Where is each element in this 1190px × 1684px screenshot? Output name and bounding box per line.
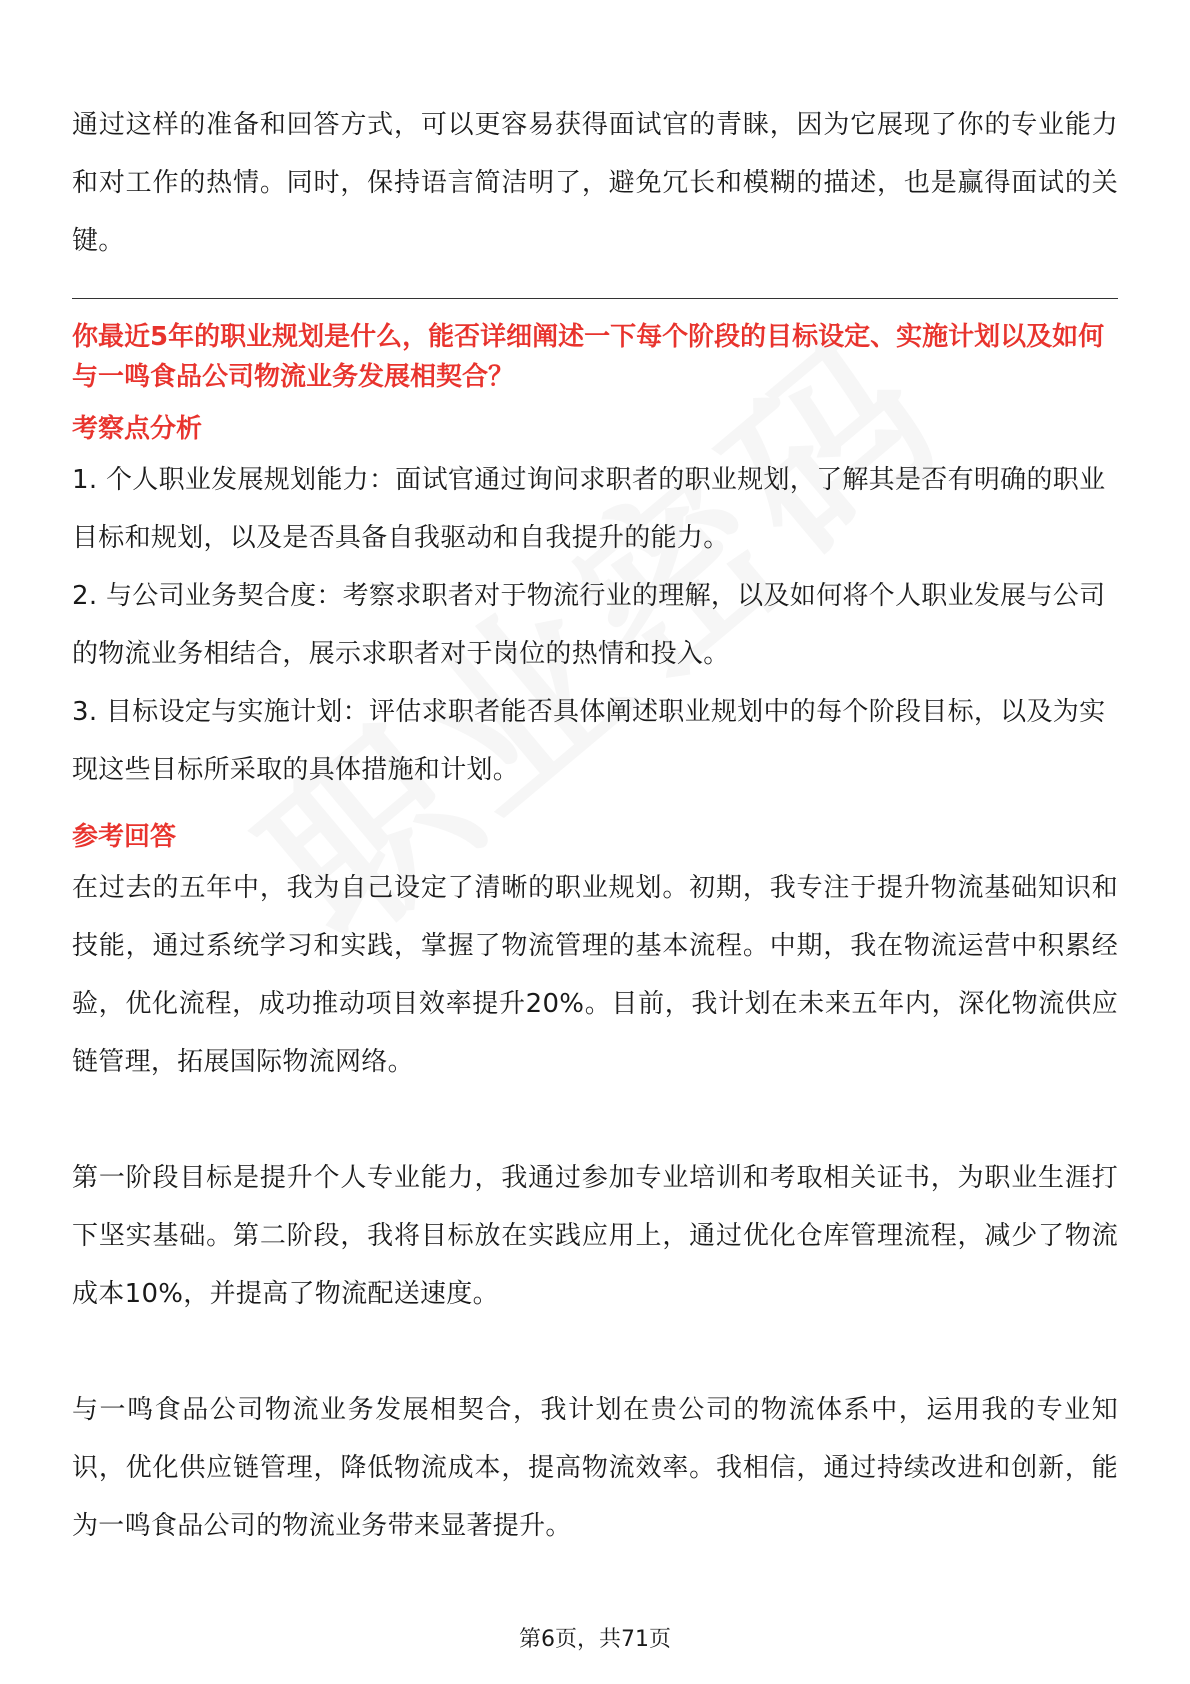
answer-paragraph: 第一阶段目标是提升个人专业能力，我通过参加专业培训和考取相关证书，为职业生涯打下坚实基础。第二阶段，我将目标放在实践应用上，通过优化仓库管理流程，减少了物流成本10%，并提高了物流配送速度。 [72, 1163, 1118, 1309]
paragraph-spacer [72, 1091, 1118, 1149]
analysis-title: 考察点分析 [72, 414, 203, 444]
section-divider [72, 298, 1118, 299]
document-page [72, 96, 1118, 1555]
answer-paragraph: 与一鸣食品公司物流业务发展相契合，我计划在贵公司的物流体系中，运用我的专业知识，优化供应链管理，降低物流成本，提高物流效率。我相信，通过持续改进和创新，能为一鸣食品公司的物流业务带来显著提升。 [72, 1395, 1118, 1541]
paragraph-spacer [72, 1323, 1118, 1381]
page-number: 第6页，共71页 [519, 1627, 671, 1652]
answer-paragraph: 在过去的五年中，我为自己设定了清晰的职业规划。初期，我专注于提升物流基础知识和技能，通过系统学习和实践，掌握了物流管理的基本流程。中期，我在物流运营中积累经验，优化流程，成功推动项目效率提升20%。目前，我计划在未来五年内，深化物流供应链管理，拓展国际物流网络。 [72, 873, 1118, 1077]
analysis-item: 3. 目标设定与实施计划：评估求职者能否具体阐述职业规划中的每个阶段目标，以及为实现这些目标所采取的具体措施和计划。 [72, 697, 1106, 785]
answer-title: 参考回答 [72, 822, 177, 852]
analysis-item: 1. 个人职业发展规划能力：面试官通过询问求职者的职业规划，了解其是否有明确的职业目标和规划，以及是否具备自我驱动和自我提升的能力。 [72, 465, 1106, 553]
question-heading: 你最近5年的职业规划是什么，能否详细阐述一下每个阶段的目标设定、实施计划以及如何与一鸣食品公司物流业务发展相契合？ [72, 322, 1105, 392]
analysis-item: 2. 与公司业务契合度：考察求职者对于物流行业的理解，以及如何将个人职业发展与公司的物流业务相结合，展示求职者对于岗位的热情和投入。 [72, 581, 1106, 669]
analysis-list [72, 451, 1118, 799]
intro-paragraph: 通过这样的准备和回答方式，可以更容易获得面试官的青睐，因为它展现了你的专业能力和对工作的热情。同时，保持语言简洁明了，避免冗长和模糊的描述，也是赢得面试的关键。 [72, 110, 1118, 256]
